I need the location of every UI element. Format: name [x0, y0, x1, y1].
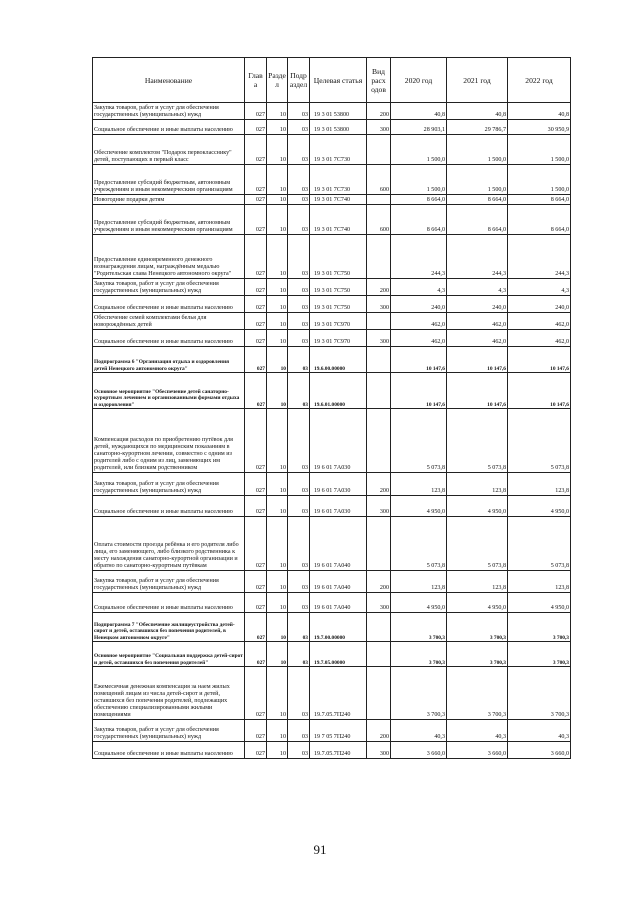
row-section-cell: 10 — [267, 667, 288, 720]
row-subsection-cell: 03 — [288, 330, 310, 347]
row-expense-type-cell — [367, 613, 391, 642]
row-name-cell: Закупка товаров, работ и услуг для обеспечения государственных (муниципальных) нужд — [93, 279, 245, 296]
row-subsection-cell: 03 — [288, 279, 310, 296]
row-section-cell: 10 — [267, 103, 288, 120]
row-section-cell: 10 — [267, 593, 288, 613]
row-chapter-cell: 027 — [245, 296, 267, 313]
row-expense-type-cell: 300 — [367, 496, 391, 517]
row-subsection-cell: 03 — [288, 373, 310, 409]
row-subsection-cell: 03 — [288, 517, 310, 571]
row-2021-cell: 3 700,3 — [447, 667, 508, 720]
row-chapter-cell: 027 — [245, 742, 267, 759]
row-2021-cell: 244,3 — [447, 235, 508, 279]
row-2022-cell: 3 700,3 — [508, 642, 571, 667]
row-2021-cell: 1 500,0 — [447, 135, 508, 165]
row-subsection-cell: 03 — [288, 496, 310, 517]
row-chapter-cell: 027 — [245, 667, 267, 720]
table-row — [93, 279, 571, 296]
row-2021-cell: 4 950,0 — [447, 593, 508, 613]
row-2022-cell: 4,3 — [508, 279, 571, 296]
row-2020-cell: 1 500,0 — [391, 135, 447, 165]
row-2022-cell: 8 664,0 — [508, 195, 571, 205]
row-target-article-cell: 19 7 05 7П240 — [310, 720, 367, 742]
row-chapter-cell: 027 — [245, 613, 267, 642]
row-2021-cell: 3 660,0 — [447, 742, 508, 759]
col-header-target-article: Целевая статья — [310, 58, 367, 103]
row-2021-cell: 123,8 — [447, 571, 508, 593]
row-target-article-cell: 19 6 01 7А040 — [310, 593, 367, 613]
row-name-cell: Социальное обеспечение и иные выплаты населению — [93, 742, 245, 759]
row-2022-cell: 40,8 — [508, 103, 571, 120]
row-2020-cell: 3 700,3 — [391, 667, 447, 720]
table-row — [93, 313, 571, 330]
row-section-cell: 10 — [267, 473, 288, 496]
row-expense-type-cell — [367, 642, 391, 667]
col-header-2022: 2022 год — [508, 58, 571, 103]
row-chapter-cell: 027 — [245, 517, 267, 571]
row-target-article-cell: 19 3 01 7С750 — [310, 235, 367, 279]
row-2021-cell: 29 786,7 — [447, 120, 508, 135]
row-2021-cell: 462,0 — [447, 330, 508, 347]
table-row — [93, 373, 571, 409]
row-target-article-cell: 19 3 01 7С750 — [310, 296, 367, 313]
row-subsection-cell: 03 — [288, 235, 310, 279]
row-name-cell: Основное мероприятие "Социальная поддержка детей-сирот и детей, оставшихся без попечения родителей" — [93, 642, 245, 667]
row-expense-type-cell — [367, 409, 391, 473]
row-section-cell: 10 — [267, 409, 288, 473]
row-target-article-cell: 19 3 01 7С740 — [310, 195, 367, 205]
row-2021-cell: 5 073,8 — [447, 409, 508, 473]
row-name-cell: Предоставление субсидий бюджетным, автономным учреждениям и иным некоммерческим организациям — [93, 205, 245, 235]
row-chapter-cell: 027 — [245, 347, 267, 373]
row-name-cell: Социальное обеспечение и иные выплаты населению — [93, 496, 245, 517]
row-expense-type-cell: 300 — [367, 593, 391, 613]
row-section-cell: 10 — [267, 313, 288, 330]
row-section-cell: 10 — [267, 165, 288, 195]
row-name-cell: Новогодние подарки детям — [93, 195, 245, 205]
row-name-cell: Закупка товаров, работ и услуг для обеспечения государственных (муниципальных) нужд — [93, 720, 245, 742]
row-section-cell: 10 — [267, 235, 288, 279]
row-2020-cell: 123,8 — [391, 473, 447, 496]
row-2022-cell: 10 147,6 — [508, 373, 571, 409]
row-section-cell: 10 — [267, 613, 288, 642]
row-2021-cell: 123,8 — [447, 473, 508, 496]
row-2021-cell: 1 500,0 — [447, 165, 508, 195]
row-name-cell: Подпрограмма 6 "Организация отдыха и оздоровления детей Ненецкого автономного округа" — [93, 347, 245, 373]
row-name-cell: Компенсация расходов по приобретению путёвок для детей, нуждающихся по медицинским показаниям в санаторно-курортном лечении, совместно с одним из родителей либо с одним из лиц, заменяющих им родителей, или близким родственником — [93, 409, 245, 473]
row-2020-cell: 40,8 — [391, 103, 447, 120]
row-name-cell: Ежемесячная денежная компенсация за наем жилых помещений лицам из числа детей-сирот и детей, оставшихся без попечения родителей, подлежащих обеспечению специализированными жилыми помещениями — [93, 667, 245, 720]
col-header-chapter: Глав а — [245, 58, 267, 103]
row-2020-cell: 1 500,0 — [391, 165, 447, 195]
row-subsection-cell: 03 — [288, 593, 310, 613]
budget-table-sheet — [92, 57, 570, 759]
row-expense-type-cell — [367, 235, 391, 279]
row-2022-cell: 8 664,0 — [508, 205, 571, 235]
table-row — [93, 613, 571, 642]
row-chapter-cell: 027 — [245, 642, 267, 667]
row-2022-cell: 3 700,3 — [508, 667, 571, 720]
row-target-article-cell: 19 3 01 7С740 — [310, 205, 367, 235]
row-expense-type-cell — [367, 667, 391, 720]
table-row — [93, 165, 571, 195]
row-section-cell: 10 — [267, 296, 288, 313]
row-2021-cell: 462,0 — [447, 313, 508, 330]
table-row — [93, 296, 571, 313]
row-2021-cell: 10 147,6 — [447, 373, 508, 409]
row-2022-cell: 240,0 — [508, 296, 571, 313]
row-chapter-cell: 027 — [245, 473, 267, 496]
table-row — [93, 667, 571, 720]
row-2020-cell: 240,0 — [391, 296, 447, 313]
row-name-cell: Социальное обеспечение и иные выплаты населению — [93, 120, 245, 135]
row-section-cell: 10 — [267, 330, 288, 347]
row-2022-cell: 462,0 — [508, 313, 571, 330]
row-2022-cell: 1 500,0 — [508, 165, 571, 195]
row-section-cell: 10 — [267, 642, 288, 667]
row-chapter-cell: 027 — [245, 165, 267, 195]
row-target-article-cell: 19.6.01.00000 — [310, 373, 367, 409]
row-chapter-cell: 027 — [245, 195, 267, 205]
row-subsection-cell: 03 — [288, 720, 310, 742]
row-chapter-cell: 027 — [245, 103, 267, 120]
row-2020-cell: 4 950,0 — [391, 496, 447, 517]
row-target-article-cell: 19.7.00.00000 — [310, 613, 367, 642]
col-header-name: Наименование — [93, 58, 245, 103]
row-target-article-cell: 19 3 01 7С970 — [310, 313, 367, 330]
row-subsection-cell: 03 — [288, 473, 310, 496]
table-row — [93, 235, 571, 279]
row-section-cell: 10 — [267, 496, 288, 517]
row-expense-type-cell: 200 — [367, 720, 391, 742]
row-subsection-cell: 03 — [288, 571, 310, 593]
row-chapter-cell: 027 — [245, 313, 267, 330]
row-expense-type-cell: 300 — [367, 330, 391, 347]
row-subsection-cell: 03 — [288, 313, 310, 330]
row-expense-type-cell: 200 — [367, 473, 391, 496]
row-2022-cell: 30 950,9 — [508, 120, 571, 135]
row-target-article-cell: 19 3 01 53800 — [310, 120, 367, 135]
row-2022-cell: 40,3 — [508, 720, 571, 742]
row-expense-type-cell: 200 — [367, 103, 391, 120]
row-target-article-cell: 19.6.00.00000 — [310, 347, 367, 373]
col-header-expense-type: Вид расх одов — [367, 58, 391, 103]
row-section-cell: 10 — [267, 742, 288, 759]
table-row — [93, 517, 571, 571]
row-subsection-cell: 03 — [288, 296, 310, 313]
row-2021-cell: 3 700,3 — [447, 642, 508, 667]
row-2022-cell: 1 500,0 — [508, 135, 571, 165]
row-2020-cell: 4 950,0 — [391, 593, 447, 613]
row-target-article-cell: 19 3 01 7С730 — [310, 135, 367, 165]
table-row — [93, 409, 571, 473]
row-target-article-cell: 19 3 01 7С750 — [310, 279, 367, 296]
table-row — [93, 205, 571, 235]
row-2022-cell: 4 950,0 — [508, 593, 571, 613]
table-row — [93, 642, 571, 667]
row-section-cell: 10 — [267, 373, 288, 409]
row-name-cell: Закупка товаров, работ и услуг для обеспечения государственных (муниципальных) нужд — [93, 103, 245, 120]
row-2022-cell: 5 073,8 — [508, 409, 571, 473]
table-row — [93, 496, 571, 517]
table-row — [93, 347, 571, 373]
row-section-cell: 10 — [267, 517, 288, 571]
table-row — [93, 571, 571, 593]
row-expense-type-cell: 200 — [367, 571, 391, 593]
row-name-cell: Социальное обеспечение и иные выплаты населению — [93, 296, 245, 313]
row-chapter-cell: 027 — [245, 235, 267, 279]
table-row — [93, 195, 571, 205]
row-2022-cell: 5 073,8 — [508, 517, 571, 571]
row-section-cell: 10 — [267, 120, 288, 135]
row-expense-type-cell — [367, 135, 391, 165]
row-expense-type-cell: 600 — [367, 205, 391, 235]
table-header-row — [93, 58, 571, 103]
row-2021-cell: 10 147,6 — [447, 347, 508, 373]
row-2020-cell: 462,0 — [391, 313, 447, 330]
row-section-cell: 10 — [267, 720, 288, 742]
row-subsection-cell: 03 — [288, 103, 310, 120]
table-row — [93, 720, 571, 742]
row-target-article-cell: 19 3 01 7С970 — [310, 330, 367, 347]
row-2020-cell: 5 073,8 — [391, 409, 447, 473]
row-subsection-cell: 03 — [288, 667, 310, 720]
row-2022-cell: 462,0 — [508, 330, 571, 347]
row-2021-cell: 40,3 — [447, 720, 508, 742]
row-chapter-cell: 027 — [245, 330, 267, 347]
row-section-cell: 10 — [267, 135, 288, 165]
table-row — [93, 330, 571, 347]
col-header-2021: 2021 год — [447, 58, 508, 103]
row-subsection-cell: 03 — [288, 347, 310, 373]
row-name-cell: Подпрограмма 7 "Обеспечение жилищеустройства детей-сирот и детей, оставшихся без попечения родителей, в Ненецком автономном округе" — [93, 613, 245, 642]
row-2020-cell: 10 147,6 — [391, 347, 447, 373]
table-row — [93, 473, 571, 496]
row-subsection-cell: 03 — [288, 165, 310, 195]
row-name-cell: Закупка товаров, работ и услуг для обеспечения государственных (муниципальных) нужд — [93, 571, 245, 593]
row-2021-cell: 8 664,0 — [447, 205, 508, 235]
row-subsection-cell: 03 — [288, 642, 310, 667]
row-expense-type-cell: 300 — [367, 296, 391, 313]
row-name-cell: Предоставление единовременного денежного вознаграждения лицам, награждённым медалью "Родительская слава Ненецкого автономного округа" — [93, 235, 245, 279]
row-name-cell: Предоставление субсидий бюджетным, автономным учреждениям и иным некоммерческим организациям — [93, 165, 245, 195]
row-subsection-cell: 03 — [288, 613, 310, 642]
row-target-article-cell: 19 6 01 7А030 — [310, 473, 367, 496]
row-chapter-cell: 027 — [245, 593, 267, 613]
row-2022-cell: 10 147,6 — [508, 347, 571, 373]
row-expense-type-cell: 300 — [367, 120, 391, 135]
row-2022-cell: 123,8 — [508, 473, 571, 496]
row-section-cell: 10 — [267, 347, 288, 373]
row-chapter-cell: 027 — [245, 279, 267, 296]
row-expense-type-cell: 200 — [367, 279, 391, 296]
row-2020-cell: 28 903,1 — [391, 120, 447, 135]
table-row — [93, 135, 571, 165]
table-row — [93, 593, 571, 613]
row-chapter-cell: 027 — [245, 373, 267, 409]
row-2020-cell: 4,3 — [391, 279, 447, 296]
row-subsection-cell: 03 — [288, 120, 310, 135]
row-2021-cell: 3 700,3 — [447, 613, 508, 642]
row-expense-type-cell: 300 — [367, 742, 391, 759]
row-subsection-cell: 03 — [288, 742, 310, 759]
row-name-cell: Обеспечение комплектом "Подарок первокласснику" детей, поступающих в первый класс — [93, 135, 245, 165]
row-name-cell: Основное мероприятие "Обеспечение детей санаторно-курортным лечением и организованными формами отдыха и оздоровления" — [93, 373, 245, 409]
row-target-article-cell: 19.7.05.00000 — [310, 642, 367, 667]
row-name-cell: Обеспечение семей комплектами белья для новорождённых детей — [93, 313, 245, 330]
row-2020-cell: 123,8 — [391, 571, 447, 593]
page-number: 91 — [313, 842, 327, 857]
row-section-cell: 10 — [267, 205, 288, 235]
table-row — [93, 742, 571, 759]
row-2021-cell: 4,3 — [447, 279, 508, 296]
row-2020-cell: 8 664,0 — [391, 195, 447, 205]
row-2022-cell: 4 950,0 — [508, 496, 571, 517]
row-section-cell: 10 — [267, 279, 288, 296]
table-row — [93, 103, 571, 120]
row-chapter-cell: 027 — [245, 120, 267, 135]
row-2022-cell: 3 660,0 — [508, 742, 571, 759]
row-target-article-cell: 19 3 01 53800 — [310, 103, 367, 120]
row-2020-cell: 3 700,3 — [391, 642, 447, 667]
row-chapter-cell: 027 — [245, 496, 267, 517]
row-2021-cell: 8 664,0 — [447, 195, 508, 205]
row-expense-type-cell — [367, 313, 391, 330]
row-target-article-cell: 19.7.05.7П240 — [310, 742, 367, 759]
row-section-cell: 10 — [267, 195, 288, 205]
row-2022-cell: 244,3 — [508, 235, 571, 279]
row-expense-type-cell — [367, 373, 391, 409]
row-expense-type-cell — [367, 517, 391, 571]
row-2021-cell: 5 073,8 — [447, 517, 508, 571]
row-chapter-cell: 027 — [245, 205, 267, 235]
row-chapter-cell: 027 — [245, 571, 267, 593]
row-subsection-cell: 03 — [288, 205, 310, 235]
row-expense-type-cell — [367, 195, 391, 205]
row-name-cell: Социальное обеспечение и иные выплаты населению — [93, 593, 245, 613]
row-2020-cell: 3 660,0 — [391, 742, 447, 759]
row-chapter-cell: 027 — [245, 135, 267, 165]
row-2020-cell: 10 147,6 — [391, 373, 447, 409]
row-2020-cell: 8 664,0 — [391, 205, 447, 235]
row-chapter-cell: 027 — [245, 720, 267, 742]
row-name-cell: Социальное обеспечение и иные выплаты населению — [93, 330, 245, 347]
row-target-article-cell: 19 6 01 7А030 — [310, 496, 367, 517]
row-2020-cell: 40,3 — [391, 720, 447, 742]
row-expense-type-cell — [367, 347, 391, 373]
row-name-cell: Закупка товаров, работ и услуг для обеспечения государственных (муниципальных) нужд — [93, 473, 245, 496]
row-2020-cell: 244,3 — [391, 235, 447, 279]
table-row — [93, 120, 571, 135]
row-2020-cell: 3 700,3 — [391, 613, 447, 642]
row-subsection-cell: 03 — [288, 409, 310, 473]
col-header-section: Разде л — [267, 58, 288, 103]
row-2020-cell: 5 073,8 — [391, 517, 447, 571]
row-target-article-cell: 19 6 01 7А030 — [310, 409, 367, 473]
row-section-cell: 10 — [267, 571, 288, 593]
table-body — [93, 103, 571, 759]
row-2022-cell: 123,8 — [508, 571, 571, 593]
row-target-article-cell: 19 3 01 7С730 — [310, 165, 367, 195]
row-name-cell: Оплата стоимости проезда ребёнка и его родителя либо лица, его заменяющего, либо близкого родственника к месту нахождения санаторно-курортной организации и обратно по санаторно-курортным путёвкам — [93, 517, 245, 571]
col-header-2020: 2020 год — [391, 58, 447, 103]
row-2020-cell: 462,0 — [391, 330, 447, 347]
budget-table — [92, 57, 571, 759]
col-header-subsection: Подр аздел — [288, 58, 310, 103]
row-expense-type-cell: 600 — [367, 165, 391, 195]
row-2021-cell: 4 950,0 — [447, 496, 508, 517]
row-target-article-cell: 19.7.05.7П240 — [310, 667, 367, 720]
row-target-article-cell: 19 6 01 7А040 — [310, 517, 367, 571]
row-chapter-cell: 027 — [245, 409, 267, 473]
row-target-article-cell: 19 6 01 7А040 — [310, 571, 367, 593]
row-2021-cell: 40,8 — [447, 103, 508, 120]
row-subsection-cell: 03 — [288, 135, 310, 165]
row-2021-cell: 240,0 — [447, 296, 508, 313]
row-subsection-cell: 03 — [288, 195, 310, 205]
row-2022-cell: 3 700,3 — [508, 613, 571, 642]
